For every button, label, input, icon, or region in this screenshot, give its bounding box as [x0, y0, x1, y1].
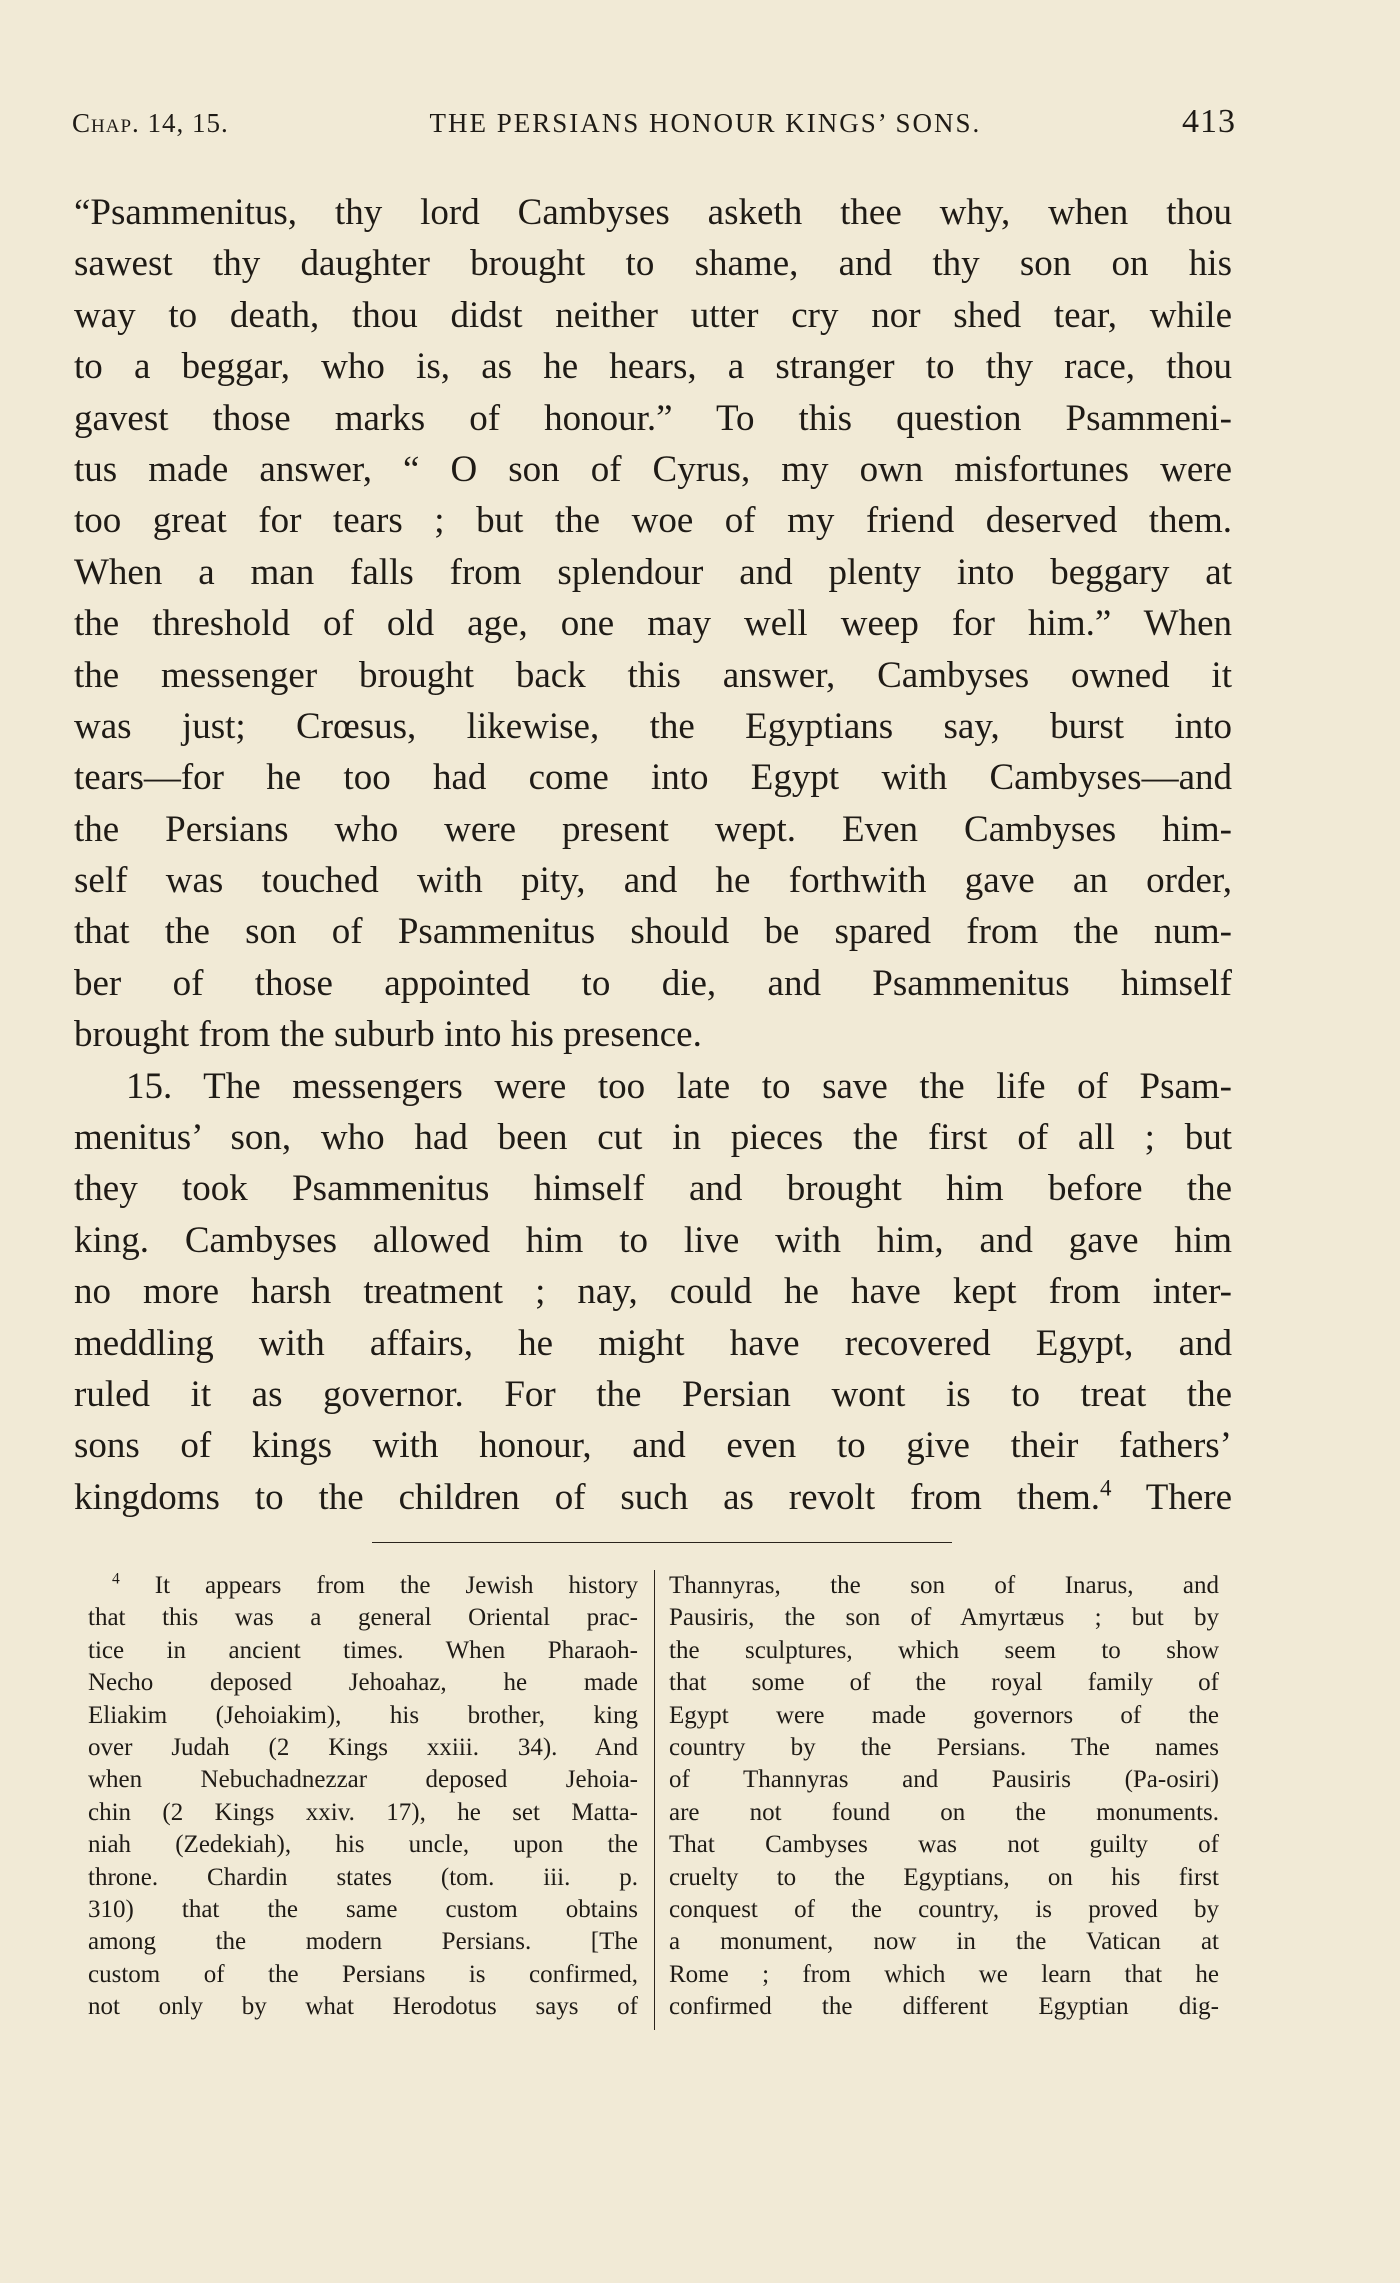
text-line: brought from the suburb into his presence.	[74, 1014, 702, 1056]
text-line: the threshold of old age, one may well weep for him.” When	[74, 603, 1232, 645]
footnote-line: Pausiris, the son of Amyrtæus ; but by	[669, 1604, 1219, 1632]
footnote-line: custom of the Persians is confirmed,	[88, 1960, 638, 1988]
text-line: too great for tears ; but the woe of my friend deserved them.	[74, 500, 1232, 542]
text-line: to a beggar, who is, as he hears, a stranger to thy race, thou	[74, 346, 1232, 388]
text-line-with-note-ref	[74, 1472, 1232, 1523]
footnote-line: tice in ancient times. When Pharaoh-	[88, 1636, 638, 1664]
text-fragment: kingdoms to the children of such as revolt from them.	[74, 1476, 1101, 1518]
text-line: the messenger brought back this answer, Cambyses owned it	[74, 654, 1232, 696]
footnote-line: not only by what Herodotus says of	[88, 1993, 638, 2021]
chapter-reference: Chap. 14, 15.	[72, 108, 229, 138]
running-head	[72, 103, 1236, 143]
footnote-line: a monument, now in the Vatican at	[669, 1928, 1219, 1956]
footnote-line	[88, 1570, 638, 1602]
text-line: tus made answer, “ O son of Cyrus, my own misfortunes were	[74, 448, 1232, 490]
footnote-line: Necho deposed Jehoahaz, he made	[88, 1669, 638, 1697]
main-text	[74, 187, 1232, 1523]
footnotes	[88, 1570, 1234, 2030]
footnote-line: Thannyras, the son of Inarus, and	[669, 1572, 1219, 1599]
text-line: was just; Crœsus, likewise, the Egyptians say, burst into	[74, 705, 1232, 747]
text-line: ber of those appointed to die, and Psammenitus himself	[74, 962, 1232, 1004]
footnote-line: among the modern Persians. [The	[88, 1928, 638, 1956]
footnote-line: that some of the royal family of	[669, 1669, 1219, 1697]
text-line: way to death, thou didst neither utter cry nor shed tear, while	[74, 294, 1232, 336]
text-line: ruled it as governor. For the Persian wont is to treat the	[74, 1373, 1232, 1415]
text-line: no more harsh treatment ; nay, could he have kept from inter-	[74, 1271, 1232, 1313]
text-line: gavest those marks of honour.” To this question Psammeni-	[74, 397, 1232, 439]
footnote-line: Eliakim (Jehoiakim), his brother, king	[88, 1701, 638, 1729]
footnote-line: niah (Zedekiah), his uncle, upon the	[88, 1831, 638, 1859]
footnote-line: are not found on the monuments.	[669, 1798, 1219, 1826]
text-line: meddling with affairs, he might have recovered Egypt, and	[74, 1322, 1232, 1364]
footnote-line: confirmed the different Egyptian dig-	[669, 1993, 1219, 2021]
footnote-line: that this was a general Oriental prac-	[88, 1604, 638, 1632]
text-line: sons of kings with honour, and even to give their fathers’	[74, 1425, 1232, 1467]
section-15-start: 15. The messengers were too late to save the life of Psam-	[126, 1065, 1232, 1107]
footnote-column-left	[88, 1570, 654, 2030]
footnote-rule	[372, 1542, 952, 1543]
text-fragment: There	[1145, 1476, 1232, 1518]
text-line: tears—for he too had come into Egypt with Cambyses—and	[74, 757, 1232, 799]
footnote-line: over Judah (2 Kings xxiii. 34). And	[88, 1733, 638, 1761]
text-line: king. Cambyses allowed him to live with him, and gave him	[74, 1219, 1232, 1261]
footnote-line: Rome ; from which we learn that he	[669, 1960, 1219, 1988]
footnote-marker: 4	[112, 1570, 120, 1588]
page-number: 413	[1181, 103, 1236, 140]
text-line: they took Psammenitus himself and brought him before the	[74, 1168, 1232, 1210]
text-line: the Persians who were present wept. Even Cambyses him-	[74, 808, 1232, 850]
footnote-reference[interactable]: 4	[1100, 1475, 1112, 1501]
footnote-column-right	[669, 1570, 1219, 2030]
footnote-line: chin (2 Kings xxiv. 17), he set Matta-	[88, 1798, 638, 1826]
footnote-line: the sculptures, which seem to show	[669, 1636, 1219, 1664]
footnote-line: That Cambyses was not guilty of	[669, 1831, 1219, 1859]
footnote-text: It appears from the Jewish history	[154, 1572, 638, 1599]
footnote-line: of Thannyras and Pausiris (Pa-osiri)	[669, 1766, 1219, 1794]
footnote-line: conquest of the country, is proved by	[669, 1895, 1219, 1923]
text-line: that the son of Psammenitus should be spared from the num-	[74, 911, 1232, 953]
running-title: THE PERSIANS HONOUR KINGS’ SONS.	[429, 108, 982, 138]
footnote-line: 310) that the same custom obtains	[88, 1895, 638, 1923]
text-line: When a man falls from splendour and plenty into beggary at	[74, 551, 1232, 593]
footnote-line: country by the Persians. The names	[669, 1733, 1219, 1761]
text-line: “Psammenitus, thy lord Cambyses asketh thee why, when thou	[74, 192, 1232, 233]
text-line: menitus’ son, who had been cut in pieces the first of all ; but	[74, 1117, 1232, 1159]
footnote-line: throne. Chardin states (tom. iii. p.	[88, 1863, 638, 1891]
footnote-line: cruelty to the Egyptians, on his first	[669, 1863, 1219, 1891]
footnote-column-divider	[654, 1570, 655, 2030]
text-line: sawest thy daughter brought to shame, and thy son on his	[74, 243, 1232, 285]
text-line: self was touched with pity, and he forthwith gave an order,	[74, 860, 1232, 902]
footnote-line: when Nebuchadnezzar deposed Jehoia-	[88, 1766, 638, 1794]
footnote-line: Egypt were made governors of the	[669, 1701, 1219, 1729]
